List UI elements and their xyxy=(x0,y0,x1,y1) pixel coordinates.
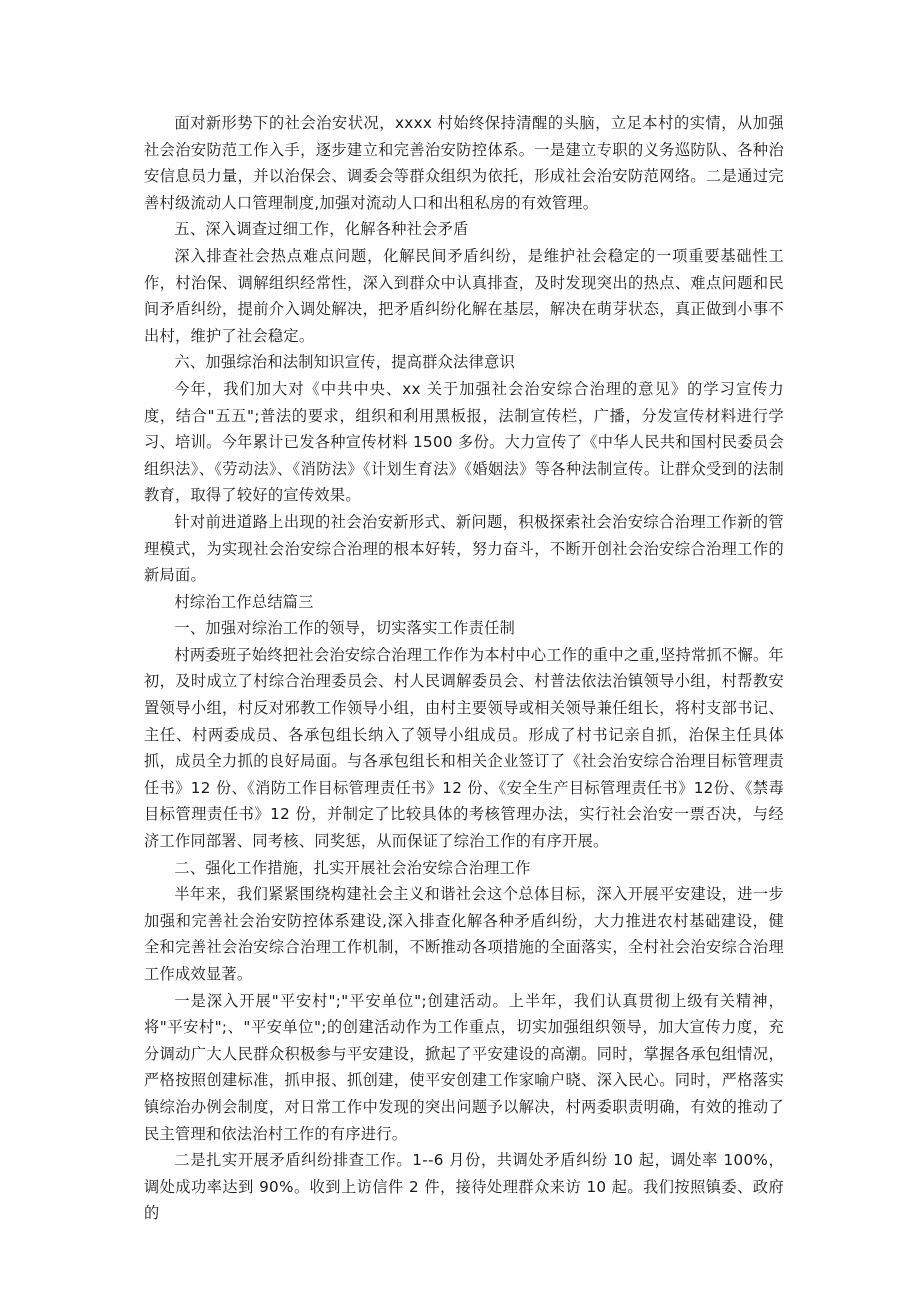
paragraph-body: 面对新形势下的社会治安状况，xxxx 村始终保持清醒的头脑，立足本村的实情，从加强社会治安防范工作入手，逐步建立和完善治安防控体系。一是建立专职的义务巡防队、各种治安信息员力量，并以治保会、调委会等群众组织为依托，形成社会治安防范网络。二是通过完善村级流动人口管理制度,加强对流动人口和出租私房的有效管理。 xyxy=(144,114,784,212)
paragraph-body: 二是扎实开展矛盾纠纷排查工作。1--6 月份，共调处矛盾纠纷 10 起，调处率 100%，调处成功率达到 90%。收到上访信件 2 件，接待处理群众来访 10 起。我们按照镇委、政府的 xyxy=(144,1151,784,1223)
paragraph-body: 针对前进道路上出现的社会治安新形式、新问题，积极探索社会治安综合治理工作新的管理模式，为实现社会治安综合治理的根本好转，努力奋斗，不断开创社会治安综合治理工作的新局面。 xyxy=(144,512,784,585)
section-heading: 五、深入调查过细工作，化解各种社会矛盾 xyxy=(174,220,469,239)
paragraph-body: 一是深入开展"平安村";"平安单位";创建活动。上半年，我们认真贯彻上级有关精神，将"平安村";、"平安单位";的创建活动作为工作重点，切实加强组织领导，加大宣传力度，充分调动广大人民群众积极参与平安建设，掀起了平安建设的高潮。同时，掌握各承包组情况，严格按照创建标准，抓申报、抓创建，使平安创建工作家喻户晓、深入民心。同时，严格落实镇综治办例会制度，对日常工作中发现的突出问题予以解决，村两委职责明确，有效的推动了民主管理和依法治村工作的有序进行。 xyxy=(144,991,784,1143)
paragraph-body: 深入排查社会热点难点问题，化解民间矛盾纠纷，是维护社会稳定的一项重要基础性工作，村治保、调解组织经常性，深入到群众中认真排查，及时发现突出的热点、难点问题和民间矛盾纠纷，提前介入调处解决，把矛盾纠纷化解在基层，解决在萌芽状态，真正做到小事不出村，维护了社会稳定。 xyxy=(144,246,784,345)
paragraph-body: 村两委班子始终把社会治安综合治理工作作为本村中心工作的重中之重,坚持常抓不懈。年初，及时成立了村综合治理委员会、村人民调解委员会、村普法依法治镇领导小组，村帮教安置领导小组，村反对邪教工作领导小组，由村主要领导或相关领导兼任组长，将村支部书记、主任、村两委成员、各承包组长纳入了领导小组成员。形成了村书记亲自抓，治保主任具体抓，成员全力抓的良好局面。与各承包组长和相关企业签订了《社会治安综合治理目标管理责任书》12 份、《消防工作目标管理责任书》12 份、《安全生产目标管理责任书》12份、《禁毒目标管理责任书》12 份，并制定了比较具体的考核管理办法，实行社会治安一票否决，与经济工作同部署、同考核、同奖惩，从而保证了综治工作的有序开展。 xyxy=(144,645,784,851)
section-heading: 六、加强综治和法制知识宣传，提高群众法律意识 xyxy=(174,353,516,372)
section-heading: 一、加强对综治工作的领导，切实落实工作责任制 xyxy=(174,619,516,638)
document-body xyxy=(144,110,784,1227)
section-heading: 二、强化工作措施，扎实开展社会治安综合治理工作 xyxy=(174,858,531,877)
paragraph-body: 今年，我们加大对《中共中央、xx 关于加强社会治安综合治理的意见》的学习宣传力度，结合"五五";普法的要求，组织和利用黑板报，法制宣传栏，广播，分发宣传材料进行学习、培训。今年累计已发各种宣传材料 1500 多份。大力宣传了《中华人民共和国村民委员会组织法》、《劳动法》、《消防法》《计划生育法》《婚姻法》等各种法制宣传。让群众受到的法制教育，取得了较好的宣传效果。 xyxy=(144,379,784,505)
article-title: 村综治工作总结篇三 xyxy=(174,592,314,611)
paragraph-body: 半年来，我们紧紧围绕构建社会主义和谐社会这个总体目标，深入开展平安建设，进一步加强和完善社会治安防控体系建设,深入排查化解各种矛盾纠纷，大力推进农村基础建设，健全和完善社会治安综合治理工作机制，不断推动各项措施的全面落实，全村社会治安综合治理工作成效显著。 xyxy=(144,885,784,983)
